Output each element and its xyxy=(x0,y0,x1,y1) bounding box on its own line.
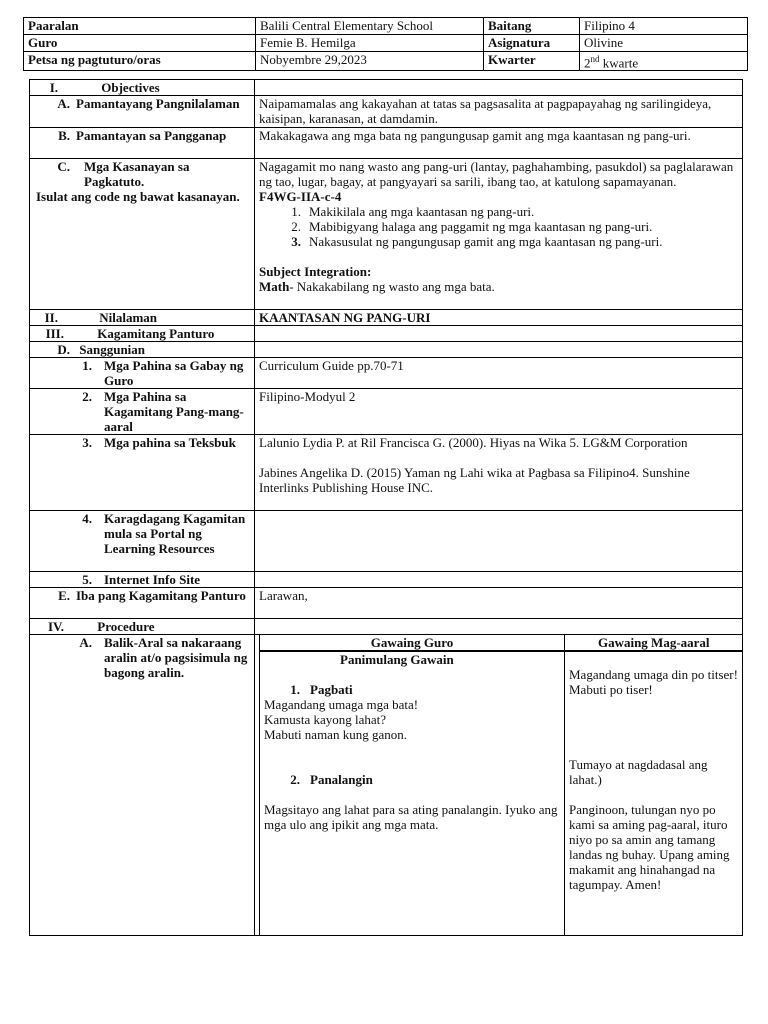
nilalaman-text: KAANTASAN NG PANG-URI xyxy=(255,310,743,326)
objective-item xyxy=(259,234,738,249)
section-nilalaman xyxy=(30,310,743,326)
value-baitang: Filipino 4 xyxy=(580,18,748,35)
gawaing-guro-column xyxy=(260,651,565,935)
kwarter-suffix: nd xyxy=(590,54,600,64)
label-paaralan: Paaralan xyxy=(24,18,256,35)
step-title: Panalangin xyxy=(310,772,373,787)
step-number: 1. xyxy=(290,682,300,697)
mga-kasanayan-label xyxy=(30,159,255,310)
header-row xyxy=(24,18,748,35)
kagamitang-mag-aaral-text: Filipino-Modyul 2 xyxy=(255,389,743,435)
item-title: Balik-Aral sa nakaraang aralin at/o pagsisimula ng bagong aralin. xyxy=(104,635,248,680)
pagbati-line: Magandang umaga mga bata! xyxy=(264,697,419,712)
empty-cell xyxy=(255,511,743,572)
empty-cell xyxy=(255,572,743,588)
section-a xyxy=(30,96,743,128)
section-number: III. xyxy=(45,326,64,341)
item-letter: B. xyxy=(58,128,70,143)
pamantayang-pangnilalaman-text: Naipamamalas ang kakayahan at tatas sa pagsasalita at pagpapayahag ng sarilingideya, kaisipan, karanasan, at damdamin. xyxy=(255,96,743,128)
value-petsa: Nobyembre 29,2023 xyxy=(256,52,484,71)
item-title: Mga Pahina sa Gabay ng Guro xyxy=(104,358,244,388)
sanggunian-1 xyxy=(30,358,743,389)
value-kwarter xyxy=(580,52,748,71)
item-letter: A. xyxy=(57,96,70,111)
iba-pang-kagamitan-label xyxy=(30,588,255,619)
objective-number: 3. xyxy=(291,234,301,249)
item-title: Sanggunian xyxy=(79,342,146,357)
header-row xyxy=(24,35,748,52)
empty-cell xyxy=(255,326,743,342)
value-guro: Femie B. Hemilga xyxy=(256,35,484,52)
teksbuk-reference-1: Lalunio Lydia P. at Ril Francisca G. (2000). Hiyas na Wika 5. LG&M Corporation xyxy=(259,435,688,450)
sanggunian-3 xyxy=(30,435,743,511)
section-b xyxy=(30,128,743,159)
section-number: I. xyxy=(49,80,58,95)
section-title: Objectives xyxy=(101,80,160,95)
item-title: Mga Pahina sa Kagamitang Pang-mang-aaral xyxy=(104,389,244,434)
gawaing-mag-aaral-column xyxy=(565,651,743,935)
section-objectives xyxy=(30,80,743,96)
procedure-table xyxy=(259,635,743,935)
sanggunian-4 xyxy=(30,511,743,572)
item-title: Pamantayang Pangnilalaman xyxy=(76,96,240,111)
pagbati-line: Mabuti naman kung ganon. xyxy=(264,727,407,742)
item-letter: C. xyxy=(57,159,70,174)
item-number: 4. xyxy=(82,511,92,526)
karagdagang-kagamitan-label xyxy=(30,511,255,572)
label-guro: Guro xyxy=(24,35,256,52)
label-baitang: Baitang xyxy=(484,18,580,35)
value-asignatura: Olivine xyxy=(580,35,748,52)
kasanayan-code: F4WG-IIA-c-4 xyxy=(259,189,342,204)
teksbuk-label xyxy=(30,435,255,511)
objective-item xyxy=(259,204,738,219)
item-number: 3. xyxy=(82,435,92,450)
value-paaralan: Balili Central Elementary School xyxy=(256,18,484,35)
section-c xyxy=(30,159,743,310)
objective-number: 2. xyxy=(291,219,301,234)
sanggunian-5 xyxy=(30,572,743,588)
empty-cell xyxy=(255,342,743,358)
label-petsa: Petsa ng pagtuturo/oras xyxy=(24,52,256,71)
item-number: 5. xyxy=(82,572,92,587)
section-title: Kagamitang Panturo xyxy=(97,326,215,341)
math-integration xyxy=(259,279,738,294)
nilalaman-label xyxy=(30,310,255,326)
section-title: Procedure xyxy=(97,619,155,634)
student-greeting: Magandang umaga din po titser! xyxy=(569,667,738,682)
step-title: Pagbati xyxy=(310,682,353,697)
objective-text: Nakasusulat ng pangungusap gamit ang mga kaantasan ng pang-uri. xyxy=(309,234,663,249)
section-title: Nilalaman xyxy=(99,310,158,325)
section-number: IV. xyxy=(47,619,64,634)
panalangin-heading xyxy=(264,772,560,787)
item-title: Iba pang Kagamitang Panturo xyxy=(76,588,246,603)
label-asignatura: Asignatura xyxy=(484,35,580,52)
empty-cell xyxy=(255,619,743,635)
teksbuk-reference-2: Jabines Angelika D. (2015) Yaman ng Lahi wika at Pagbasa sa Filipino4. Sunshine Interlinks Publishing House INC. xyxy=(259,465,690,495)
item-letter: D. xyxy=(57,342,70,357)
header-row xyxy=(24,52,748,71)
panimulang-gawain-title: Panimulang Gawain xyxy=(340,652,454,667)
math-label: Math xyxy=(259,279,290,294)
procedure-header-row xyxy=(260,635,743,651)
gabay-guro-label xyxy=(30,358,255,389)
item-title: Mga Kasanayan sa Pagkatuto. xyxy=(84,159,190,189)
kagamitang-mag-aaral-label xyxy=(30,389,255,435)
pamantayang-pangnilalaman-label xyxy=(30,96,255,128)
sanggunian-2 xyxy=(30,389,743,435)
section-sanggunian xyxy=(30,342,743,358)
item-title: Mga pahina sa Teksbuk xyxy=(104,435,236,450)
objective-text: Makikilala ang mga kaantasan ng pang-uri. xyxy=(309,204,535,219)
pamantayan-sa-pangganap-label xyxy=(30,128,255,159)
student-action: Tumayo at nagdadasal ang lahat.) xyxy=(569,757,708,787)
empty-cell xyxy=(255,80,743,96)
pagbati-heading xyxy=(264,682,560,697)
section-number: II. xyxy=(44,310,58,325)
objective-number: 1. xyxy=(291,204,301,219)
item-title: Pamantayan sa Pangganap xyxy=(76,128,227,143)
lesson-plan-table xyxy=(29,79,743,936)
step-number: 2. xyxy=(290,772,300,787)
procedure-heading xyxy=(30,619,255,635)
student-prayer: Panginoon, tulungan nyo po kami sa aming pag-aaral, ituro niyo po sa amin ang tamang landas ng buhay. Upang aming makamit ang hinahangad na tagumpay. Amen! xyxy=(569,802,730,892)
objective-item xyxy=(259,219,738,234)
gabay-guro-text: Curriculum Guide pp.70-71 xyxy=(255,358,743,389)
label-kwarter: Kwarter xyxy=(484,52,580,71)
objective-text: Mabibigyang halaga ang paggamit ng mga kaantasan ng pang-uri. xyxy=(309,219,653,234)
procedure-body-row xyxy=(260,651,743,935)
section-balik-aral xyxy=(30,635,743,936)
kasanayan-text: Nagagamit mo nang wasto ang pang-uri (lantay, paghahambing, pasukdol) sa paglalarawan ng tao, lugar, bagay, at pangyayari sa sarili, ibang tao, at katulong sapamayanan. xyxy=(259,159,734,189)
mga-kasanayan-content xyxy=(255,159,743,310)
pamantayan-sa-pangganap-text: Makakagawa ang mga bata ng pangungusap gamit ang mga kaantasan ng pang-uri. xyxy=(255,128,743,159)
math-text: - Nakakabilang ng wasto ang mga bata. xyxy=(289,279,495,294)
item-number: 2. xyxy=(82,389,92,404)
item-number: 1. xyxy=(82,358,92,373)
teksbuk-content xyxy=(255,435,743,511)
section-e xyxy=(30,588,743,619)
code-instruction: Isulat ang code ng bawat kasanayan. xyxy=(36,189,240,204)
section-procedure xyxy=(30,619,743,635)
internet-info-label xyxy=(30,572,255,588)
kwarter-number: 2 xyxy=(584,55,591,71)
kwarter-word: kwarte xyxy=(599,55,639,71)
section-kagamitan xyxy=(30,326,743,342)
item-letter: A. xyxy=(79,635,92,650)
procedure-content xyxy=(255,635,743,936)
student-reply: Mabuti po tiser! xyxy=(569,682,653,697)
objectives-heading xyxy=(30,80,255,96)
panalangin-text: Magsitayo ang lahat para sa ating panalangin. Iyuko ang mga ulo ang ipikit ang mga mata. xyxy=(264,802,558,832)
item-title: Karagdagang Kagamitan mula sa Portal ng Learning Resources xyxy=(104,511,246,556)
pagbati-line: Kamusta kayong lahat? xyxy=(264,712,387,727)
gawaing-guro-header: Gawaing Guro xyxy=(260,635,565,651)
iba-pang-kagamitan-text: Larawan, xyxy=(255,588,743,619)
subject-integration-label: Subject Integration: xyxy=(259,264,372,279)
sanggunian-label xyxy=(30,342,255,358)
header-table xyxy=(23,17,748,71)
item-letter: E. xyxy=(58,588,70,603)
gawaing-mag-aaral-header: Gawaing Mag-aaral xyxy=(565,635,743,651)
kagamitang-panturo-label xyxy=(30,326,255,342)
item-title: Internet Info Site xyxy=(104,572,201,587)
balik-aral-label xyxy=(30,635,255,936)
